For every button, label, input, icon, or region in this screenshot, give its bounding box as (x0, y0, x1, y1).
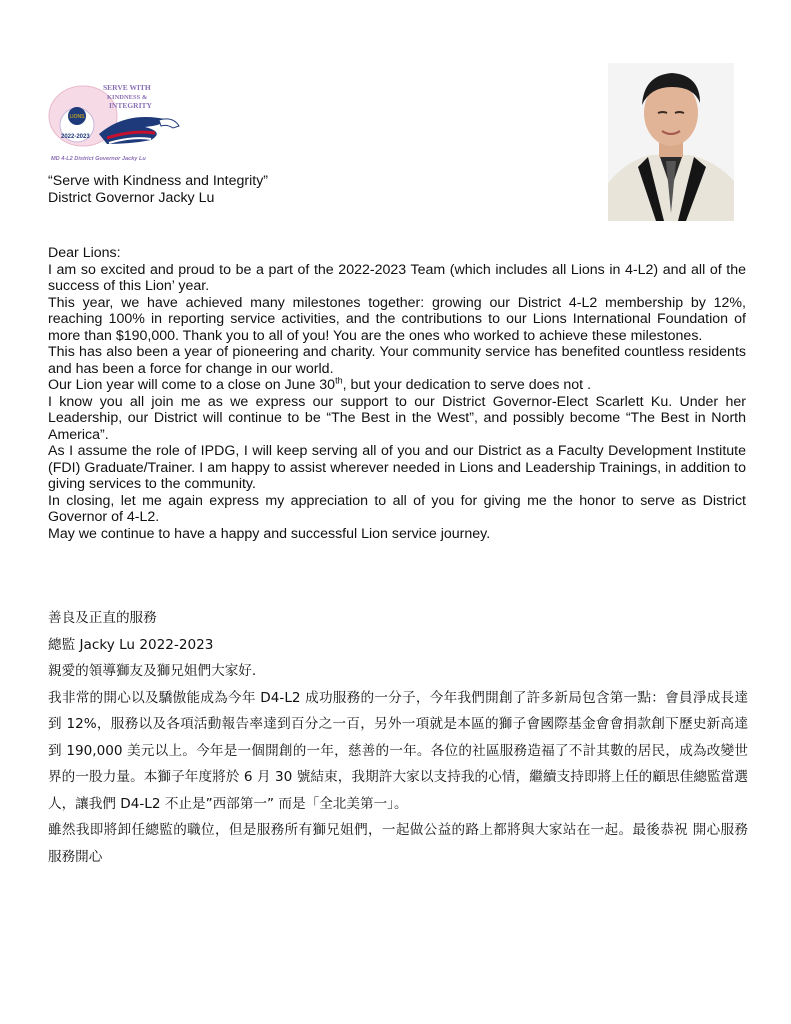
closing-date-text: Our Lion year will come to a close on June 30 (48, 377, 336, 393)
svg-text:2022-2023: 2022-2023 (61, 134, 90, 140)
letter-paragraph: This has also been a year of pioneering and charity. Your community service has benefited countless residents and has been a force for change in our world. (48, 344, 746, 377)
chinese-paragraph: 我非常的開心以及驕傲能成為今年 D4-L2 成功服務的一分子，今年我們開創了許多新局包含第一點：會員淨成長達到 12%，服務以及各項活動報告率達到百分之一百，另外一項就是本區的獅子會國際基金會會捐款創下歷史新高達到 190,000 美元以上。今年是一個開創的一年，慈善的一年。各位的社區服務造福了不計其數的居民，成為改變世界的一股力量。本獅子年度將於 6 月 30 號結束，我期許大家以支持我的心情，繼續支持即將上任的顧思佳總監當選人，讓我們 D4-L2 不止是”西部第一” 而是「全北美第一」。 (48, 689, 748, 812)
motto-quote: “Serve with Kindness and Integrity” (48, 173, 269, 189)
eagle-head (159, 119, 179, 128)
dedication-text: , but your dedication to serve does not . (342, 377, 592, 393)
letter-paragraph: May we continue to have a happy and successful Lion service journey. (48, 525, 491, 542)
letter-paragraph (48, 377, 746, 394)
svg-text:KINDNESS &: KINDNESS & (107, 94, 148, 101)
english-letter (48, 245, 746, 542)
governor-name: District Governor Jacky Lu (48, 189, 215, 206)
letter-paragraph: This year, we have achieved many milestones together: growing our District 4-L2 membership by 12%, reaching 100% in reporting service activities, and the contributions to our Lions International Foundation of more than $190,000. Thank you to all of you! You are the ones who worked to achieve these milestones. (48, 294, 746, 344)
motto-block (48, 173, 268, 206)
svg-text:SERVE WITH: SERVE WITH (103, 83, 151, 92)
letter-greeting: Dear Lions: (48, 245, 121, 261)
letter-paragraph: As I assume the role of IPDG, I will keep serving all of you and our District as a Faculty Development Institute (FDI) Graduate/Trainer. I am happy to assist wherever needed in Lions and Leadership Trainings, in addition to giving services to the community. (48, 443, 746, 492)
chinese-letter (48, 605, 748, 870)
svg-text:INTEGRITY: INTEGRITY (109, 101, 152, 110)
chinese-greeting: 親愛的領導獅友及獅兄姐們大家好. (48, 663, 257, 679)
district-logo (47, 80, 183, 166)
ordinal-suffix: th (335, 375, 343, 386)
chinese-paragraph: 雖然我即將卸任總監的職位，但是服務所有獅兄姐們，一起做公益的路上都將與大家站在一起。最後恭祝 開心服務 服務開心 (48, 822, 748, 865)
letter-paragraph: In closing, let me again express my appreciation to all of you for giving me the honor to serve as District Governor of 4-L2. (48, 492, 746, 525)
svg-text:MD 4-L2 District Governor Jack: MD 4-L2 District Governor Jacky Lu (51, 156, 146, 162)
svg-text:LIONS: LIONS (69, 114, 85, 120)
letter-paragraph: I know you all join me as we express our support to our District Governor-Elect Scarlett Ku. Under her Leadership, our District will continue to be “The Best in the West”, and possibly become “The Best in North America”. (48, 393, 746, 443)
chinese-title: 善良及正直的服務 (48, 610, 157, 626)
chinese-byline: 總監 Jacky Lu 2022-2023 (48, 636, 214, 653)
letter-paragraph: I am so excited and proud to be a part of the 2022-2023 Team (which includes all Lions in 4-L2) and all of the success of this Lion’ year. (48, 261, 746, 294)
governor-portrait-photo (608, 63, 734, 221)
